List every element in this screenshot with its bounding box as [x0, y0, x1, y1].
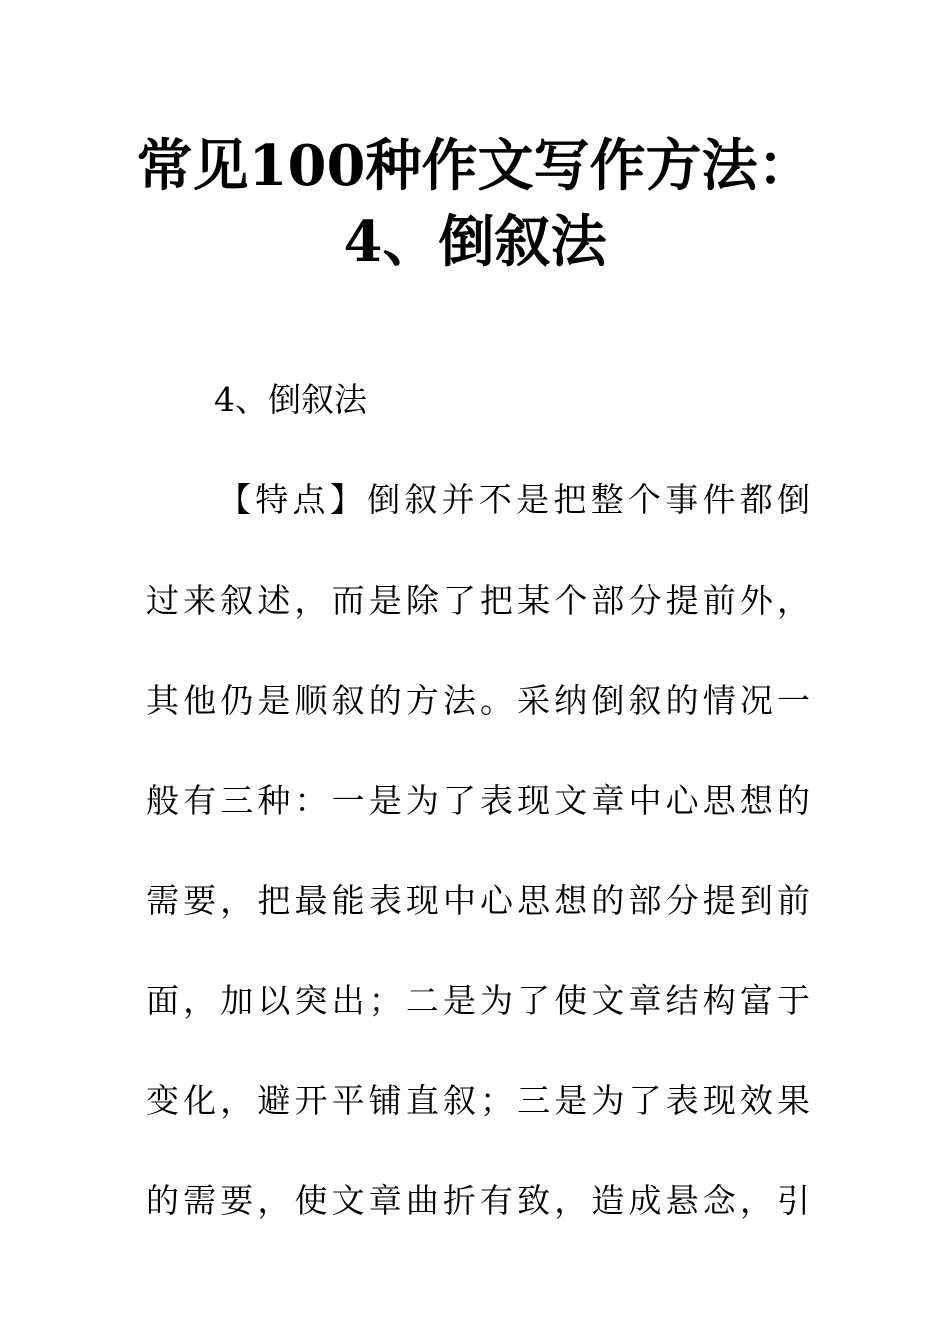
body-line: 面，加以突出；二是为了使文章结构富于: [146, 981, 810, 1020]
body-line: 变化，避开平铺直叙；三是为了表现效果: [146, 1081, 810, 1120]
body-line: 需要，把最能表现中心思想的部分提到前: [146, 881, 810, 920]
body-line: 的需要，使文章曲折有致，造成悬念，引: [146, 1181, 810, 1220]
body-line: 般有三种：一是为了表现文章中心思想的: [146, 781, 810, 820]
document-title-line-1: 常见100种作文写作方法：: [136, 133, 814, 199]
section-heading: 4、倒叙法: [214, 380, 367, 419]
document-title-line-2: 4、倒叙法: [343, 209, 607, 275]
body-line: 【特点】倒叙并不是把整个事件都倒: [218, 480, 810, 519]
body-line: 其他仍是顺叙的方法。采纳倒叙的情况一: [146, 681, 810, 720]
body-line: 过来叙述，而是除了把某个部分提前外，: [146, 581, 810, 620]
